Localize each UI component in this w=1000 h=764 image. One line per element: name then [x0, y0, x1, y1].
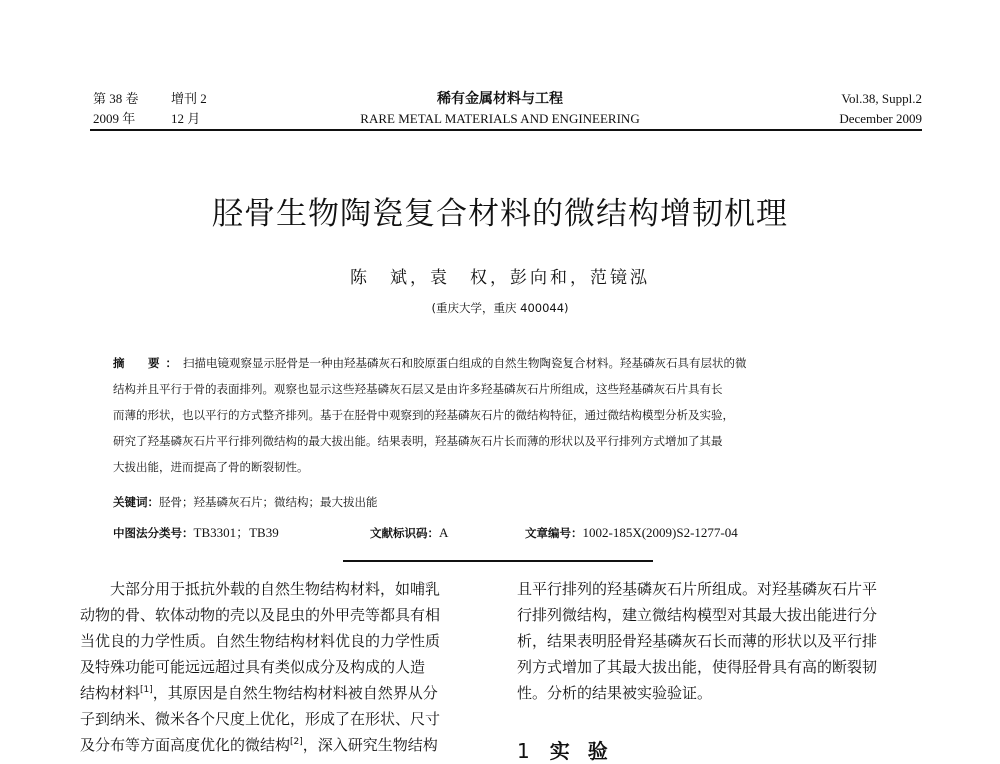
header-issue: 增刊 2	[171, 91, 207, 106]
article-title: 胫骨生物陶瓷复合材料的微结构增韧机理	[212, 196, 788, 232]
keywords-label: 关键词：	[113, 495, 159, 509]
body-line: 动物的骨、软体动物的壳以及昆虫的外甲壳等都具有相	[80, 606, 441, 624]
abstract-line: 摘 要：扫描电镜观察显示胫骨是一种由羟基磷灰石和胶原蛋白组成的自然生物陶瓷复合材料。羟基磷灰石具有层状的微	[113, 356, 747, 370]
body-line: 大部分用于抵抗外载的自然生物结构材料，如哺乳	[110, 580, 441, 598]
body-right-column	[517, 576, 933, 706]
document-code: 文献标识码：A	[370, 525, 449, 540]
section-number: 1	[517, 739, 530, 763]
article-affiliation: (重庆大学，重庆 400044)	[431, 301, 569, 315]
section-title: 实验	[549, 739, 626, 763]
abstract-separator	[343, 560, 653, 562]
body-line: 析，结果表明胫骨羟基磷灰石长而薄的形状以及平行排	[517, 632, 878, 650]
header-volume-info	[93, 89, 207, 129]
body-left-column	[80, 576, 496, 758]
body-line: 性。分析的结果被实验验证。	[517, 684, 713, 702]
journal-name-cn: 稀有金属材料与工程	[437, 91, 563, 107]
body-line: 且平行排列的羟基磷灰石片所组成。对羟基磷灰石片平	[517, 580, 878, 598]
header-volume-en	[839, 89, 922, 129]
abstract	[113, 350, 893, 480]
header-journal	[330, 89, 670, 129]
header-volume-suppl: Vol.38, Suppl.2	[841, 91, 922, 106]
citation-ref[interactable]: [2]	[290, 737, 303, 747]
article-authors: 陈 斌，袁 权，彭向和，范镜泓	[350, 268, 650, 288]
header-month: 12 月	[171, 111, 201, 126]
abstract-line: 大拔出能，进而提高了骨的断裂韧性。	[113, 460, 309, 474]
journal-name-en: RARE METAL MATERIALS AND ENGINEERING	[360, 111, 640, 126]
header-year: 2009 年	[93, 111, 136, 126]
body-line: 列方式增加了其最大拔出能，使得胫骨具有高的断裂韧	[517, 658, 878, 676]
body-line: 结构材料[1]，其原因是自然生物结构材料被自然界从分	[80, 684, 438, 702]
abstract-line: 研究了羟基磷灰石片平行排列微结构的最大拔出能。结果表明，羟基磷灰石片长而薄的形状以及平行排列方式增加了其最	[113, 434, 723, 448]
abstract-line: 结构并且平行于骨的表面排列。观察也显示这些羟基磷灰石层又是由许多羟基磷灰石片所组成，这些羟基磷灰石片具有长	[113, 382, 723, 396]
header-volume: 第 38 卷	[93, 91, 139, 106]
body-line: 及分布等方面高度优化的微结构[2]，深入研究生物结构	[80, 736, 438, 754]
body-line: 当优良的力学性质。自然生物结构材料优良的力学性质	[80, 632, 441, 650]
body-line: 行排列微结构，建立微结构模型对其最大拔出能进行分	[517, 606, 878, 624]
abstract-line: 而薄的形状，也以平行的方式整齐排列。基于在胫骨中观察到的羟基磷灰石片的微结构特征，通过微结构模型分析及实验，	[113, 408, 734, 422]
citation-ref[interactable]: [1]	[140, 685, 153, 695]
abstract-label: 摘 要：	[113, 356, 183, 370]
body-line: 及特殊功能可能远远超过具有类似成分及构成的人造	[80, 658, 426, 676]
clc-number: 中图法分类号：TB3301；TB39	[113, 525, 279, 540]
header-rule	[90, 129, 922, 131]
keywords-value: 胫骨；羟基磷灰石片；微结构；最大拔出能	[159, 495, 378, 509]
body-line: 子到纳米、微米各个尺度上优化，形成了在形状、尺寸	[80, 710, 441, 728]
header-date: December 2009	[839, 111, 922, 126]
keywords	[113, 492, 378, 512]
article-number: 文章编号：1002-185X(2009)S2-1277-04	[525, 525, 738, 540]
